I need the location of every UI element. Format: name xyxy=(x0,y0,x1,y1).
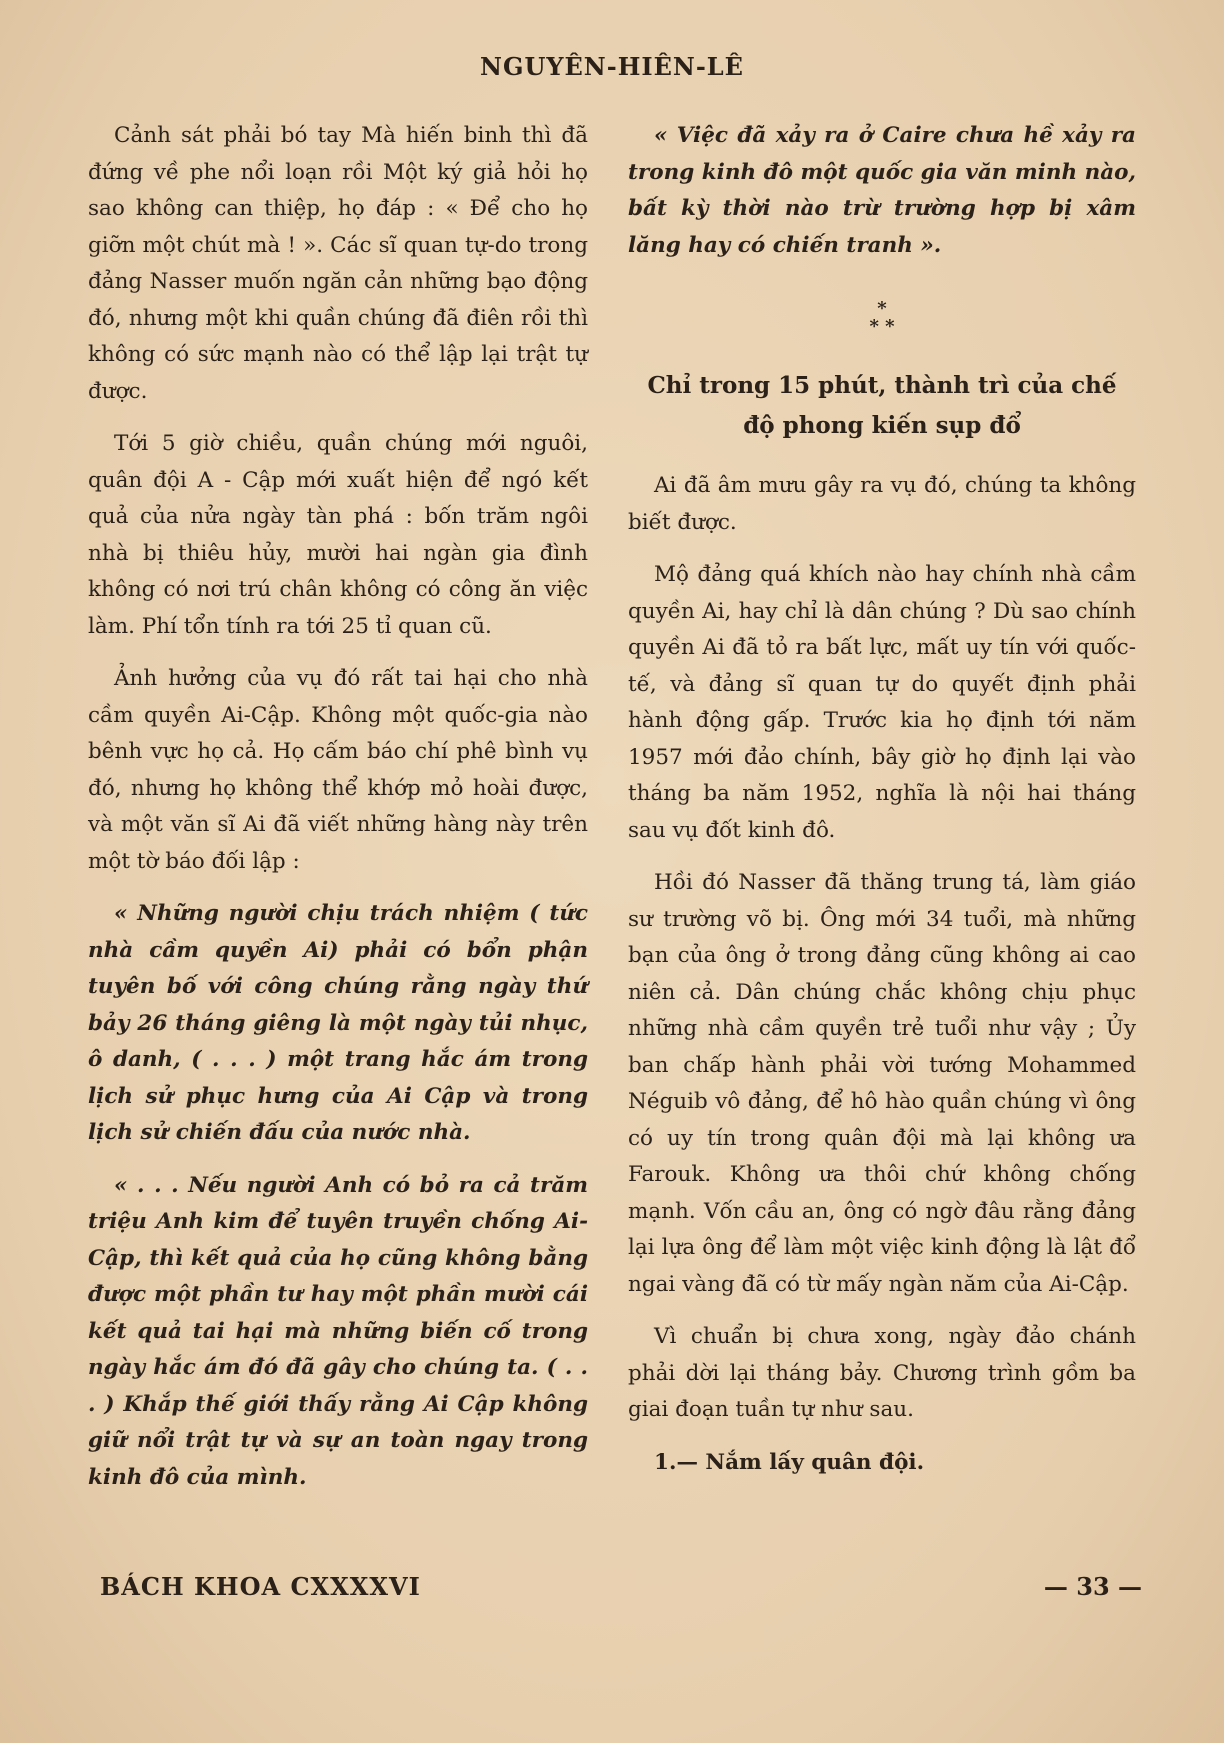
paragraph: Cảnh sát phải bó tay Mà hiến binh thì đã đứng về phe nổi loạn rồi Một ký giả hỏi họ sao không can thiệp, họ đáp : « Để cho họ giỡn một chút mà ! ». Các sĩ quan tự-do trong đảng Nasser muốn ngăn cản những bạo động đó, nhưng một khi quần chúng đã điên rồi thì không có sức mạnh nào có thể lập lại trật tự được. xyxy=(88,123,588,404)
separator-stars-bottom: * * xyxy=(869,316,895,337)
quote-paragraph: « . . . Nếu người Anh có bỏ ra cả trăm triệu Anh kim để tuyên truyền chống Ai-Cập, thì kết quả của họ cũng không bằng được một phần tư hay một phần mười cái kết quả tai hại mà những biến cố trong ngày hắc ám đó đã gây cho chúng ta. ( . . . ) Khắp thế giới thấy rằng Ai Cập không giữ nổi trật tự và sự an toàn ngay trong kinh đô của mình. xyxy=(88,1172,588,1490)
left-column xyxy=(88,118,588,1496)
section-separator xyxy=(628,300,1136,336)
paragraph: Vì chuẩn bị chưa xong, ngày đảo chánh phải dời lại tháng bảy. Chương trình gồm ba giai đoạn tuần tự như sau. xyxy=(628,1324,1136,1422)
separator-star-top: * xyxy=(877,298,887,319)
paragraph: Tới 5 giờ chiều, quần chúng mới nguôi, quân đội A - Cập mới xuất hiện để ngó kết quả của nửa ngày tàn phá : bốn trăm ngôi nhà bị thiêu hủy, mười hai ngàn gia đình không có nơi trú chân không có công ăn việc làm. Phí tổn tính ra tới 25 tỉ quan cũ. xyxy=(88,431,588,639)
paragraph: Ai đã âm mưu gây ra vụ đó, chúng ta không biết được. xyxy=(628,473,1136,535)
paragraph: Ảnh hưởng của vụ đó rất tai hại cho nhà cầm quyền Ai-Cập. Không một quốc-gia nào bênh vực họ cả. Họ cấm báo chí phê bình vụ đó, nhưng họ không thể khớp mỏ hoài được, và một văn sĩ Ai đã viết những hàng này trên một tờ báo đối lập : xyxy=(88,666,588,874)
page-footer xyxy=(0,1572,1224,1608)
magazine-issue: BÁCH KHOA CXXXXVI xyxy=(100,1572,421,1601)
right-column xyxy=(628,118,1136,1497)
numbered-item: 1.— Nắm lấy quân đội. xyxy=(654,1449,925,1475)
paragraph: Hồi đó Nasser đã thăng trung tá, làm giáo sư trường võ bị. Ông mới 34 tuổi, mà những bạn của ông ở trong đảng cũng không ai cao niên cả. Dân chúng chắc không chịu phục những nhà cầm quyền trẻ tuổi như vậy ; Ủy ban chấp hành phải vời tướng Mohammed Néguib vô đảng, để hô hào quần chúng vì ông có uy tín trong quân đội mà lại không ưa Farouk. Không ưa thôi chứ không chống mạnh. Vốn cầu an, ông có ngờ đâu rằng đảng lại lựa ông để làm một việc kinh động là lật đổ ngai vàng đã có từ mấy ngàn năm của Ai-Cập. xyxy=(628,870,1136,1297)
quote-paragraph: « Việc đã xảy ra ở Caire chưa hề xảy ra trong kinh đô một quốc gia văn minh nào, bất kỳ thời nào trừ trường hợp bị xâm lăng hay có chiến tranh ». xyxy=(628,123,1136,258)
section-heading: Chỉ trong 15 phút, thành trì của chế độ phong kiến sụp đổ xyxy=(647,372,1117,439)
page-header-author: NGUYÊN-HIÊN-LÊ xyxy=(480,52,744,81)
page-number: — 33 — xyxy=(1043,1572,1142,1601)
paragraph: Mộ đảng quá khích nào hay chính nhà cầm quyền Ai, hay chỉ là dân chúng ? Dù sao chính quyền Ai đã tỏ ra bất lực, mất uy tín với quốc-tế, và đảng sĩ quan tự do quyết định phải hành động gấp. Trước kia họ định tới năm 1957 mới đảo chính, bây giờ họ định lại vào tháng ba năm 1952, nghĩa là nội hai tháng sau vụ đốt kinh đô. xyxy=(628,562,1136,843)
quote-paragraph: « Những người chịu trách nhiệm ( tức nhà cầm quyền Ai) phải có bổn phận tuyên bố với công chúng rằng ngày thứ bảy 26 tháng giêng là một ngày tủi nhục, ô danh, ( . . . ) một trang hắc ám trong lịch sử phục hưng của Ai Cập và trong lịch sử chiến đấu của nước nhà. xyxy=(88,901,588,1145)
